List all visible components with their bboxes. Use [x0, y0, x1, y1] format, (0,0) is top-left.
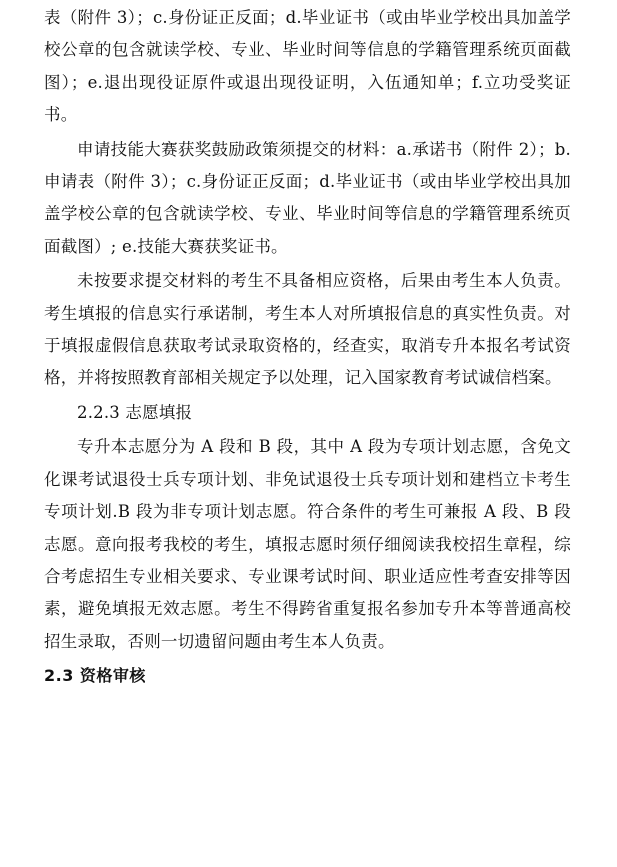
section-heading-2-3: 2.3 资格审核 [44, 666, 146, 686]
paragraph-application-preferences: 专升本志愿分为 A 段和 B 段，其中 A 段为专项计划志愿，含免文化课考试退役士兵专项计划、非免试退役士兵专项计划和建档立卡考生专项计划.B 段为非专项计划志愿。符合条件的考生可兼报 A 段、B 段志愿。意向报考我校的考生，填报志愿时须仔细阅读我校招生章程，综合考虑招生专业相关要求、专业课考试时间、职业适应性考查安排等因素，避免填报无效志愿。考生不得跨省重复报名参加专升本等普通高校招生录取，否则一切遗留问题由考生本人负责。 [44, 437, 571, 651]
paragraph-materials-continued: 表（附件 3）；c.身份证正反面；d.毕业证书（或由毕业学校出具加盖学校公章的包含就读学校、专业、毕业时间等信息的学籍管理系统页面截图）；e.退出现役证原件或退出现役证明，入伍通知单；f.立功受奖证书。 [44, 8, 571, 125]
paragraph-responsibility-notice: 未按要求提交材料的考生不具备相应资格，后果由考生本人负责。考生填报的信息实行承诺制，考生本人对所填报信息的真实性负责。对于填报虚假信息获取考试录取资格的，经查实，取消专升本报名考试资格，并将按照教育部相关规定予以处理，记入国家教育考试诚信档案。 [44, 271, 571, 388]
section-heading-2-2-3: 2.2.3 志愿填报 [77, 402, 193, 422]
paragraph-skills-competition-materials: 申请技能大赛获奖鼓励政策须提交的材料：a.承诺书（附件 2）；b.申请表（附件 3）；c.身份证正反面；d.毕业证书（或由毕业学校出具加盖学校公章的包含就读学校、专业、毕业时间等信息的学籍管理系统页面截图）; e.技能大赛获奖证书。 [44, 139, 571, 256]
